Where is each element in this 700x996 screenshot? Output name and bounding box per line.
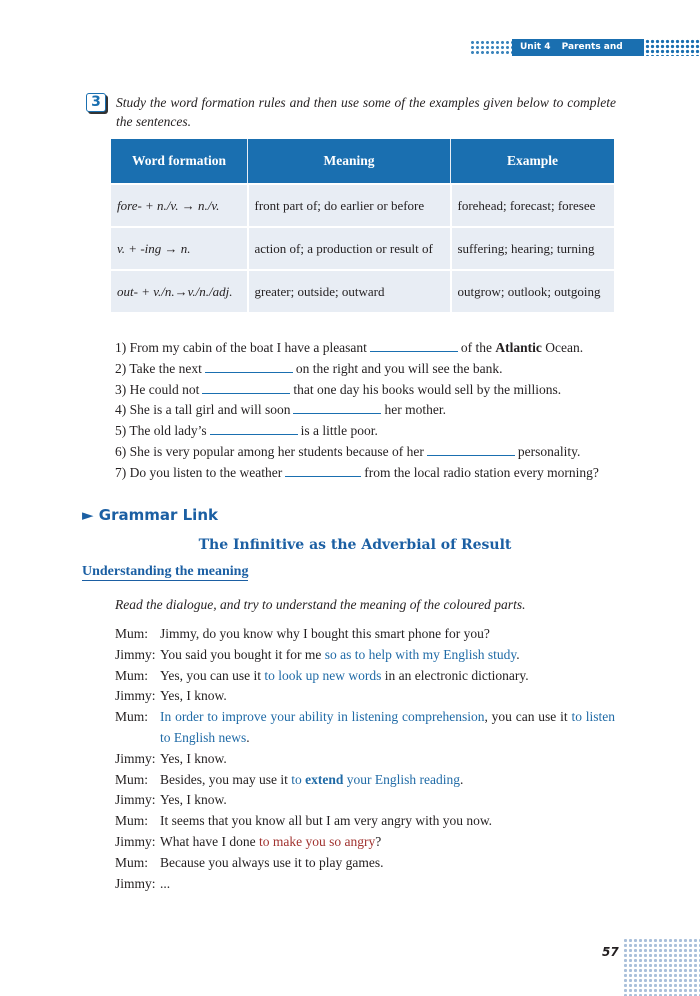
dialogue-line bbox=[115, 686, 615, 707]
answer-blank[interactable] bbox=[205, 360, 293, 373]
dialogue-line bbox=[115, 666, 615, 687]
example-cell: forehead; forecast; foresee bbox=[451, 184, 615, 227]
meaning-cell: action of; a production or result of bbox=[248, 227, 451, 270]
speaker-label: Jimmy: bbox=[115, 750, 156, 766]
header-example: Example bbox=[451, 139, 615, 184]
unit-number: Unit 4 bbox=[520, 42, 551, 52]
line-text: What have I done to make you so angry? bbox=[160, 833, 382, 849]
grammar-title: The Infinitive as the Adverbial of Result bbox=[198, 537, 512, 553]
line-text: ... bbox=[160, 875, 171, 891]
meaning-cell: greater; outside; outward bbox=[248, 270, 451, 312]
dialogue-line bbox=[115, 645, 615, 666]
header-word-formation: Word formation bbox=[111, 139, 248, 184]
speaker-label: Mum: bbox=[115, 626, 149, 641]
dialogue-line bbox=[115, 832, 615, 853]
dialogue-line bbox=[115, 624, 615, 645]
sentence-4: 4) She is a tall girl and will soon her mother. bbox=[115, 402, 446, 418]
meaning-cell: front part of; do earlier or before bbox=[248, 184, 451, 227]
speaker-label: Mum: bbox=[115, 709, 149, 725]
dialogue bbox=[115, 624, 615, 894]
unit-title: Parents and Children bbox=[520, 42, 623, 69]
sentence-3: 3) He could not that one day his books would sell by the millions. bbox=[115, 381, 562, 397]
speaker-label: Mum: bbox=[115, 771, 149, 787]
dialogue-line bbox=[115, 853, 615, 874]
answer-blank[interactable] bbox=[427, 443, 515, 456]
table-header-row bbox=[111, 139, 614, 184]
triangle-bullet-icon: ► bbox=[82, 506, 94, 524]
dialogue-line bbox=[115, 749, 615, 770]
speaker-label: Jimmy: bbox=[115, 792, 156, 808]
example-cell: suffering; hearing; turning bbox=[451, 227, 615, 270]
grammar-link-heading: ► Grammar Link bbox=[82, 506, 218, 524]
header-dot-pattern bbox=[470, 40, 512, 56]
unit-header-band bbox=[512, 39, 644, 69]
speaker-label: Jimmy: bbox=[115, 833, 156, 849]
dialogue-line bbox=[115, 707, 615, 749]
sentence-2: 2) Take the next on the right and you will see the bank. bbox=[115, 360, 503, 376]
line-text: In order to improve your ability in listening comprehension, you can use it to listen to English news. bbox=[160, 709, 616, 745]
table-row bbox=[111, 270, 614, 312]
line-text: You said you bought it for me so as to help with my English study. bbox=[160, 646, 520, 662]
speaker-label: Mum: bbox=[115, 813, 149, 829]
sentence-1: 1) From my cabin of the boat I have a pleasant of the Atlantic Ocean. bbox=[115, 340, 584, 355]
example-cell: outgrow; outlook; outgoing bbox=[451, 270, 615, 312]
word-formation-table bbox=[111, 139, 614, 312]
sentence-6: 6) She is very popular among her students because of her personality. bbox=[115, 443, 581, 459]
dialogue-line bbox=[115, 790, 615, 811]
answer-blank[interactable] bbox=[293, 401, 381, 414]
rule-cell: fore- + n./v. → n./v. bbox=[111, 184, 248, 227]
line-text: Yes, I know. bbox=[160, 688, 227, 704]
line-text: Because you always use it to play games. bbox=[160, 854, 384, 870]
subheading-understanding: Understanding the meaning bbox=[82, 564, 249, 579]
speaker-label: Jimmy: bbox=[115, 875, 156, 891]
speaker-label: Mum: bbox=[115, 667, 149, 683]
fill-in-sentences bbox=[115, 338, 635, 484]
answer-blank[interactable] bbox=[370, 339, 458, 352]
exercise-instruction: Study the word formation rules and then use some of the examples given below to complete the sentences. bbox=[116, 95, 616, 129]
dialogue-line bbox=[115, 874, 615, 895]
exercise-number-badge: 3 bbox=[86, 93, 106, 112]
table-row bbox=[111, 184, 614, 227]
line-text: Jimmy, do you know why I bought this smart phone for you? bbox=[160, 626, 490, 641]
line-text: It seems that you know all but I am very angry with you now. bbox=[160, 813, 493, 829]
sentence-7: 7) Do you listen to the weather from the local radio station every morning? bbox=[115, 464, 599, 480]
line-text: Yes, I know. bbox=[160, 792, 227, 808]
speaker-label: Jimmy: bbox=[115, 688, 156, 704]
answer-blank[interactable] bbox=[285, 464, 361, 477]
table-row bbox=[111, 227, 614, 270]
dialogue-instruction: Read the dialogue, and try to understand the meaning of the coloured parts. bbox=[115, 597, 526, 612]
header-meaning: Meaning bbox=[248, 139, 451, 184]
speaker-label: Mum: bbox=[115, 854, 149, 870]
sentence-5: 5) The old lady’s is a little poor. bbox=[115, 423, 378, 439]
page-number: 57 bbox=[602, 945, 619, 959]
rule-cell: v. + -ing → n. bbox=[111, 227, 248, 270]
line-text: Besides, you may use it to extend your English reading. bbox=[160, 771, 464, 787]
rule-cell: out- + v./n.→v./n./adj. bbox=[111, 270, 248, 312]
speaker-label: Jimmy: bbox=[115, 646, 156, 662]
dialogue-line bbox=[115, 811, 615, 832]
footer-dot-pattern bbox=[623, 938, 700, 996]
line-text: Yes, you can use it to look up new words in an electronic dictionary. bbox=[160, 667, 529, 683]
dialogue-line bbox=[115, 770, 615, 791]
answer-blank[interactable] bbox=[210, 422, 298, 435]
header-dot-pattern-right bbox=[645, 39, 700, 56]
answer-blank[interactable] bbox=[202, 381, 290, 394]
line-text: Yes, I know. bbox=[160, 750, 227, 766]
